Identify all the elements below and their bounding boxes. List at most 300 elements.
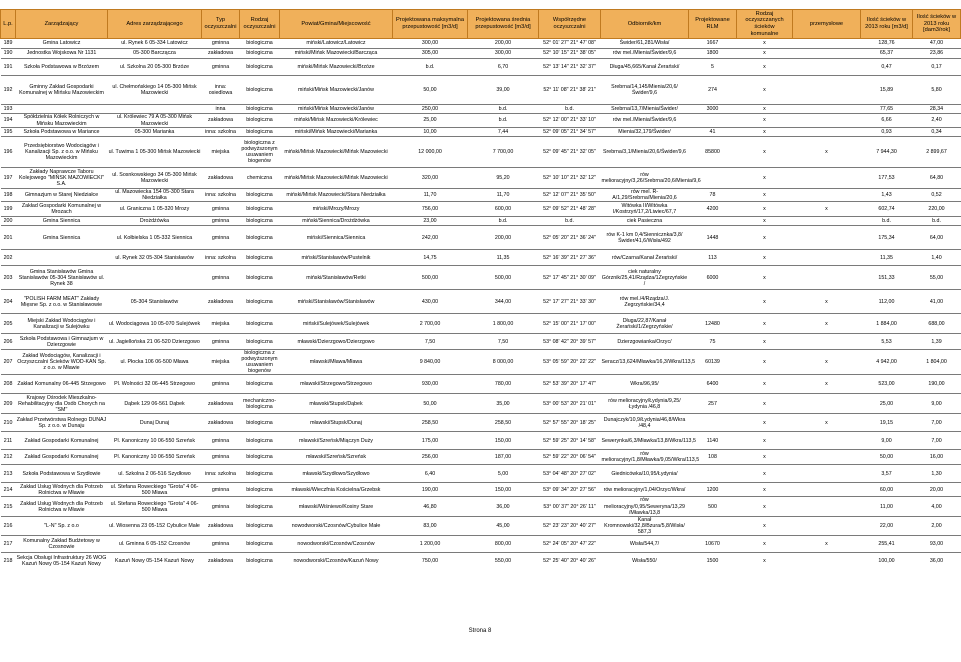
table-cell — [793, 168, 861, 189]
table-cell: mławski/Szreńsk/Szreńsk — [280, 450, 393, 465]
table-cell: 320,00 — [393, 168, 468, 189]
table-cell: 52° 01' 27" 21° 47' 08" — [539, 39, 601, 49]
table-cell: 250,00 — [393, 105, 468, 114]
table-cell: 108 — [689, 450, 737, 465]
table-cell: biologiczna — [240, 217, 280, 226]
table-cell: 190 — [1, 49, 16, 59]
table-cell: rów melioracyjny/1,8/Mławka/9,05/Wkra/113,5 — [601, 451, 700, 464]
table-cell: 274 — [689, 76, 737, 105]
table-cell: biologiczna — [240, 552, 280, 569]
table-cell: 52° 16' 39" 21° 27' 36" — [539, 250, 601, 266]
table-cell: 187,00 — [468, 450, 539, 465]
table-cell: 6400 — [689, 375, 737, 394]
table-row — [1, 76, 961, 105]
table-cell: rów/Czarna/Kanał Żerański/ — [601, 250, 689, 266]
table-cell: Miejski Zakład Wodociągów i Kanalizacji w Sulejówku — [16, 314, 108, 334]
table-cell: 4200 — [689, 202, 737, 217]
table-row — [1, 516, 961, 535]
table-cell: 5,00 — [468, 465, 539, 483]
table-cell: 216 — [1, 516, 16, 535]
table-cell: mławski/Szreńsk/Miączyn Duży — [280, 432, 393, 450]
table-cell: inna: osiedlowa — [202, 76, 240, 105]
table-cell: Kanał Kromnowski/32,8/Bzura/5,8/Wisła/ 587,3 — [601, 516, 689, 535]
table-cell: 36,00 — [913, 552, 961, 569]
table-cell: biologiczna z podwyższonym usuwaniem biogenów — [240, 137, 280, 168]
table-cell: 175,34 — [861, 226, 913, 250]
table-cell: 214 — [1, 483, 16, 497]
table-cell: 220,00 — [913, 202, 961, 217]
table-cell: Pl. Kanoniczny 10 06-550 Szreńsk — [108, 450, 202, 465]
table-cell: x — [737, 535, 793, 552]
table-cell — [689, 217, 737, 226]
table-cell: Gimnazjum w Starej Niedziałce — [16, 189, 108, 202]
table-cell: mławski/Dzierzgowo/Dzierzgowo — [280, 334, 393, 350]
table-cell — [793, 76, 861, 105]
table-cell — [689, 465, 737, 483]
table-cell: Gminny Zakład Gospodarki Komunalnej w Mińsku Mazowieckim — [16, 76, 108, 105]
table-cell: Krajowy Ośrodek Mieszkalno-Rehabilitacyjny dla Osób Chorych na "SM" — [16, 394, 108, 414]
table-cell: 212 — [1, 450, 16, 465]
table-cell: 192 — [1, 76, 16, 105]
table-cell: Gmina Stanisławów Gmina Stanisławów 05-304 Stanisławów ul. Rynek 38 — [16, 266, 108, 290]
table-cell: 750,00 — [393, 552, 468, 569]
table-cell: 200,00 — [468, 226, 539, 250]
table-cell: ul. Kołbielska 1 05-332 Siennica — [108, 226, 202, 250]
table-cell: mławski/Wiśniewo/Kosiny Stare — [280, 497, 393, 516]
table-cell: 242,00 — [393, 226, 468, 250]
table-cell: 83,00 — [393, 516, 468, 535]
table-cell: 113 — [689, 250, 737, 266]
column-header: Współrzędne oczyszczalni — [539, 10, 601, 39]
table-cell: biologiczna — [240, 314, 280, 334]
table-row — [1, 334, 961, 350]
table-cell: 53° 00' 53" 20° 21' 01" — [539, 394, 601, 414]
table-cell: miński/Sulejówek/Sulejówek — [280, 314, 393, 334]
table-cell — [689, 516, 737, 535]
table-cell: miński/Stanisławów/Retki — [280, 266, 393, 290]
table-cell: Zakład Komunalny 06-445 Strzegowo — [16, 375, 108, 394]
table-cell: inna: szkolna — [202, 128, 240, 137]
table-cell: 203 — [1, 266, 16, 290]
table-cell: 300,00 — [468, 49, 539, 59]
table-cell: ul. Tuwima 1 05-300 Mińsk Mazowiecki — [108, 137, 202, 168]
table-cell: inna: szkolna — [202, 250, 240, 266]
table-cell: Szkoła Podstawowa w Szydłowie — [16, 465, 108, 483]
table-cell: biologiczna — [240, 465, 280, 483]
table-cell: biologiczna — [240, 202, 280, 217]
table-cell: b.d. — [468, 114, 539, 128]
table-cell: 50,00 — [393, 76, 468, 105]
table-cell: 52° 13' 14" 21° 32' 37" — [539, 59, 601, 76]
table-cell: ul. Stefana Roweckiego "Grota" 4 06-500 Mława — [108, 497, 202, 516]
table-cell: 1,40 — [913, 250, 961, 266]
table-cell: Gmina Latowicz — [16, 39, 108, 49]
table-cell: 128,76 — [861, 39, 913, 49]
table-cell: x — [737, 432, 793, 450]
table-cell — [793, 217, 861, 226]
table-cell: 05-300 Marianka — [108, 128, 202, 137]
table-cell: 780,00 — [468, 375, 539, 394]
table-cell: "L-N" Sp. z o.o — [16, 516, 108, 535]
table-cell: ul. Stefana Roweckiego "Grota" 4 06-500 Mława — [108, 483, 202, 497]
column-header: Odbiornik/km — [601, 10, 689, 39]
table-cell: 2,40 — [913, 114, 961, 128]
table-row — [1, 314, 961, 334]
table-cell: gminna — [202, 39, 240, 49]
table-cell: miejska — [202, 350, 240, 375]
table-cell: 206 — [1, 334, 16, 350]
table-cell: 7,50 — [468, 334, 539, 350]
column-header: Typ oczyszczalni — [202, 10, 240, 39]
table-cell: 7,00 — [913, 414, 961, 432]
table-cell: 204 — [1, 290, 16, 314]
table-cell: 4 942,00 — [861, 350, 913, 375]
table-cell: 0,52 — [913, 189, 961, 202]
table-cell: biologiczna — [240, 334, 280, 350]
table-cell: mławski/Wieczfnia Kościelna/Grzebsk — [280, 483, 393, 497]
table-cell: 93,00 — [913, 535, 961, 552]
table-cell: 05-300 Barczącza — [108, 49, 202, 59]
table-cell: biologiczna — [240, 39, 280, 49]
table-cell: b.d. — [539, 105, 601, 114]
table-cell: miński/Siennica/Siennica — [280, 226, 393, 250]
table-cell: 05-304 Stanisławów — [108, 290, 202, 314]
table-cell: miński/Stanisławów/Pustelnik — [280, 250, 393, 266]
table-cell: 52° 05' 20" 21° 36' 24" — [539, 226, 601, 250]
table-cell: gminna — [202, 334, 240, 350]
table-cell: rów mel./4/Rządza/J. Zegrzyńskie/34,4 — [601, 290, 689, 314]
table-cell: inna: szkolna — [202, 189, 240, 202]
table-cell: 1,43 — [861, 189, 913, 202]
table-cell — [793, 450, 861, 465]
table-cell: x — [737, 483, 793, 497]
table-cell: miński/Mińsk Mazowiecki/Królewiec — [280, 114, 393, 128]
table-cell: Pl. Kanoniczny 10 06-550 Szreńsk — [108, 432, 202, 450]
table-cell: 208 — [1, 375, 16, 394]
table-cell: biologiczna — [240, 189, 280, 202]
table-cell — [793, 226, 861, 250]
table-cell: Dunaj Dunaj — [108, 414, 202, 432]
table-cell: 52° 09' 45" 21° 32' 05" — [539, 137, 601, 168]
table-cell: nowodworski/Czosnów/Kazuń Nowy — [280, 552, 393, 569]
table-cell: ul. Chełmońskiego 14 05-300 Mińsk Mazowiecki — [108, 76, 202, 105]
table-cell: miński/Mińsk Mazowiecki/Mińsk Mazowiecki — [280, 137, 393, 168]
table-cell: mławski/Stupsk/Dąbek — [280, 394, 393, 414]
table-cell: 3,57 — [861, 465, 913, 483]
table-cell: 52° 17' 45" 21° 30' 09" — [539, 266, 601, 290]
table-cell: x — [793, 137, 861, 168]
table-cell: Świder/61,281/Wisła/ — [601, 39, 689, 49]
table-cell: 100,00 — [861, 552, 913, 569]
table-cell: 50,00 — [861, 450, 913, 465]
column-header: Projektowana średnia przepustowość [m3/d] — [468, 10, 539, 39]
table-cell: 52° 09' 05" 21° 34' 57" — [539, 128, 601, 137]
table-cell: nowodworski/Czosnów/Cybulice Małe — [280, 516, 393, 535]
table-cell: rów mel. R-A/1,29/Srebrna/Mienia/20,6 — [601, 189, 689, 202]
table-cell: Zakład Gospodarki Komunalnej — [16, 450, 108, 465]
table-cell: 196 — [1, 137, 16, 168]
table-cell: rów K-1 km 0,4/Siennicznka/3,8/Świder/41,6/Wisła/492 — [601, 226, 689, 250]
table-cell: x — [793, 375, 861, 394]
table-cell: gminna — [202, 432, 240, 450]
table-cell: 52° 17' 27" 21° 33' 30" — [539, 290, 601, 314]
table-cell: 6,70 — [468, 59, 539, 76]
table-row — [1, 394, 961, 414]
table-row — [1, 450, 961, 465]
table-cell: 10,00 — [393, 128, 468, 137]
table-cell — [793, 105, 861, 114]
table-row — [1, 217, 961, 226]
table-cell: Jednostka Wojskowa Nr 1131 — [16, 49, 108, 59]
table-row — [1, 432, 961, 450]
table-cell: 15,89 — [861, 76, 913, 105]
table-cell: 7 944,30 — [861, 137, 913, 168]
table-cell: 6000 — [689, 266, 737, 290]
table-cell: Mienia/32,179/Świder/ — [601, 128, 689, 137]
table-cell: 3000 — [689, 105, 737, 114]
table-cell: x — [793, 314, 861, 334]
table-cell: rów mel./Mienia/Świder/9,6 — [601, 49, 689, 59]
table-cell: Dąbek 129 06-561 Dąbek — [108, 394, 202, 414]
table-cell: x — [737, 414, 793, 432]
table-cell: 53° 08' 42" 20° 39' 57" — [539, 334, 601, 350]
column-header: L.p. — [1, 10, 16, 39]
table-cell: Zakład Gospodarki Komunalnej — [16, 432, 108, 450]
table-cell: x — [737, 250, 793, 266]
table-cell: ul. Rynek 32 05-304 Stanisławów — [108, 250, 202, 266]
table-cell: 190,00 — [393, 483, 468, 497]
column-group-header: Rodzaj oczyszczanych ścieków — [745, 10, 784, 30]
table-cell: gminna — [202, 217, 240, 226]
table-cell: biologiczna — [240, 226, 280, 250]
table-cell: Srebrna/3,1/Mienia/20,6/Świder/9,6 — [601, 137, 689, 168]
table-cell: 22,00 — [861, 516, 913, 535]
table-cell: 430,00 — [393, 290, 468, 314]
table-cell: miński/Mińsk Mazowiecki/Stara Niedziałka — [280, 189, 393, 202]
table-cell: 1,39 — [913, 334, 961, 350]
table-cell: b.d. — [393, 59, 468, 76]
table-cell: x — [737, 202, 793, 217]
table-cell: miński/Mińsk Mazowiecki/Marianka — [280, 128, 393, 137]
table-cell: Wkra/96,95/ — [601, 375, 689, 394]
table-cell: 78 — [689, 189, 737, 202]
table-cell: 65,37 — [861, 49, 913, 59]
table-row — [1, 226, 961, 250]
table-cell: biologiczna — [240, 290, 280, 314]
table-cell: rów melioracyjny/1,04/Orzyc/Wkra/ — [601, 483, 689, 497]
column-header: Rodzaj oczyszczanych ścieków komunalne — [737, 10, 793, 39]
table-cell: 52° 25' 40" 20° 40' 26" — [539, 552, 601, 569]
table-cell: 215 — [1, 497, 16, 516]
table-cell: 2,00 — [913, 516, 961, 535]
table-row — [1, 266, 961, 290]
table-cell: 11,70 — [468, 189, 539, 202]
table-cell — [793, 552, 861, 569]
table-cell: 197 — [1, 168, 16, 189]
table-cell: 52° 11' 08" 21° 38' 21" — [539, 76, 601, 105]
table-cell: 523,00 — [861, 375, 913, 394]
table-cell: x — [793, 414, 861, 432]
table-cell: 175,00 — [393, 432, 468, 450]
table-cell: gminna — [202, 375, 240, 394]
table-cell: rów mel./Mienia/Świder/9,6 — [601, 114, 689, 128]
table-cell: x — [737, 189, 793, 202]
table-cell: 5 — [689, 59, 737, 76]
table-cell: 0,34 — [913, 128, 961, 137]
table-cell: 257 — [689, 394, 737, 414]
table-cell: 0,93 — [861, 128, 913, 137]
table-cell: 193 — [1, 105, 16, 114]
table-cell: miejska — [202, 314, 240, 334]
table-row — [1, 497, 961, 516]
table-cell: 1,30 — [913, 465, 961, 483]
table-cell — [793, 394, 861, 414]
table-cell — [793, 189, 861, 202]
table-cell: 6,66 — [861, 114, 913, 128]
table-row — [1, 59, 961, 76]
table-cell: 39,00 — [468, 76, 539, 105]
table-cell: biologiczna — [240, 483, 280, 497]
table-cell: 77,65 — [861, 105, 913, 114]
table-cell: 52° 57' 55" 20° 18' 25" — [539, 414, 601, 432]
table-cell — [16, 250, 108, 266]
table-cell: x — [737, 168, 793, 189]
table-cell: ul. Gminna 6 05-152 Czosnów — [108, 535, 202, 552]
table-cell: 41 — [689, 128, 737, 137]
table-cell: 45,00 — [468, 516, 539, 535]
sewage-plants-table — [0, 9, 961, 569]
table-cell: "POLISH FARM MEAT" Zakłady Mięsne Sp. z o.o. w Stanisławowie — [16, 290, 108, 314]
table-cell: gminna — [202, 450, 240, 465]
table-cell: gminna — [202, 226, 240, 250]
table-cell: miński/Stanisławów/Stanisławów — [280, 290, 393, 314]
table-cell: 500,00 — [468, 266, 539, 290]
table-body — [1, 39, 961, 570]
table-cell: Gmina Siennica — [16, 217, 108, 226]
table-cell: biologiczna — [240, 432, 280, 450]
table-cell: 14,75 — [393, 250, 468, 266]
table-cell: 500,00 — [393, 266, 468, 290]
table-cell: 95,20 — [468, 168, 539, 189]
table-cell: 9 840,00 — [393, 350, 468, 375]
table-cell: x — [737, 76, 793, 105]
table-cell: Zakłady Naprawcze Taboru Kolejowego "MIŃSK MAZOWIECKI" S.A. — [16, 168, 108, 189]
table-cell — [16, 105, 108, 114]
table-cell: 35,00 — [468, 394, 539, 414]
table-cell — [793, 39, 861, 49]
table-cell — [793, 432, 861, 450]
table-cell: rów melioracyjny/0,95/Seweryna/13,29 /Mławka/13,8 — [601, 497, 689, 516]
table-cell: 52° 53' 39" 20° 17' 47" — [539, 375, 601, 394]
table-cell: 11,70 — [393, 189, 468, 202]
table-row — [1, 483, 961, 497]
table-cell: ul. Wodociągowa 10 05-070 Sulejówek — [108, 314, 202, 334]
table-cell: 191 — [1, 59, 16, 76]
table-cell: 16,00 — [913, 450, 961, 465]
table-cell: 52° 59' 25" 20° 14' 58" — [539, 432, 601, 450]
table-cell: 36,00 — [468, 497, 539, 516]
table-cell: 213 — [1, 465, 16, 483]
table-cell: 199 — [1, 202, 16, 217]
table-cell — [108, 105, 202, 114]
table-cell: 205 — [1, 314, 16, 334]
table-cell: 52° 10' 10" 21° 32' 12" — [539, 168, 601, 189]
table-cell: 19,15 — [861, 414, 913, 432]
table-cell: 11,35 — [468, 250, 539, 266]
table-cell: zakładowa — [202, 516, 240, 535]
table-cell: biologiczna z podwyższonym usuwaniem biogenów — [241, 350, 278, 375]
table-cell: Zakład Gospodarki Komunalnej w Mrozach — [16, 202, 108, 217]
table-cell: 41,00 — [913, 290, 961, 314]
table-cell: Drożdżówka — [108, 217, 202, 226]
table-cell: 256,00 — [393, 450, 468, 465]
table-row — [1, 375, 961, 394]
table-cell: 7,44 — [468, 128, 539, 137]
table-cell: 207 — [1, 350, 16, 375]
table-cell: x — [737, 450, 793, 465]
table-cell: 2 899,67 — [913, 137, 961, 168]
table-cell: Sewerynka/6,3/Mławka/13,8/Wkra/113,5 — [601, 432, 689, 450]
table-cell — [793, 250, 861, 266]
table-cell: gminna — [202, 535, 240, 552]
table-cell: x — [737, 49, 793, 59]
table-cell: 60,00 — [861, 483, 913, 497]
table-cell: gminna — [202, 483, 240, 497]
table-cell: 5,53 — [861, 334, 913, 350]
table-cell: 258,50 — [393, 414, 468, 432]
table-cell: 1667 — [689, 39, 737, 49]
table-cell: 64,00 — [913, 226, 961, 250]
table-cell: ul. Płocka 106 06-500 Mława — [108, 350, 202, 375]
table-cell: 28,34 — [913, 105, 961, 114]
table-cell: ciek Pasieczna — [601, 217, 689, 226]
table-cell: miński/Siennica/Drożdżówka — [280, 217, 393, 226]
table-cell: ul. Wiosenna 23 05-152 Cybulice Małe — [108, 516, 202, 535]
table-cell: ul. Sosnkowskiego 34 05-300 Mińsk Mazowiecki — [108, 168, 202, 189]
table-cell: 52° 15' 00" 21° 17' 00" — [539, 314, 601, 334]
table-cell: 52° 24' 05" 20° 47' 22" — [539, 535, 601, 552]
table-cell: chemiczna — [240, 168, 280, 189]
table-cell: 1500 — [689, 552, 737, 569]
table-cell: 9,00 — [861, 432, 913, 450]
column-header: przemysłowe — [793, 10, 861, 39]
table-cell: x — [793, 535, 861, 552]
table-cell: ciek naturalny Górznik/25,41/Rządza/1Zegrzyńskie / — [601, 266, 689, 290]
table-cell: x — [737, 552, 793, 569]
table-cell: 198 — [1, 189, 16, 202]
table-cell: mechaniczno-biologiczna — [240, 394, 280, 414]
table-cell: miejska — [202, 137, 240, 168]
table-cell: 11,35 — [861, 250, 913, 266]
table-cell: miński/Mińsk Mazowiecki/Janów — [280, 76, 393, 105]
table-cell: mławski/Szydłowo/Szydłowo — [280, 465, 393, 483]
table-cell: 600,00 — [468, 202, 539, 217]
table-cell: 12480 — [689, 314, 737, 334]
table-cell: miński/Mińsk Mazowiecki/Janów — [280, 105, 393, 114]
table-cell: Wisła/550/ — [601, 552, 689, 569]
table-cell: zakładowa — [202, 414, 240, 432]
table-row — [1, 350, 961, 375]
table-row — [1, 535, 961, 552]
table-cell: zakładowa — [202, 49, 240, 59]
table-cell: 344,00 — [468, 290, 539, 314]
table-cell: Srebrna/13,7/Mienia/Świder/ — [601, 105, 689, 114]
table-cell: zakładowa — [202, 394, 240, 414]
table-cell: 5,80 — [913, 76, 961, 105]
column-header: Rodzaj oczyszczalni — [240, 10, 280, 39]
table-cell: gminna — [202, 59, 240, 76]
table-cell — [689, 414, 737, 432]
